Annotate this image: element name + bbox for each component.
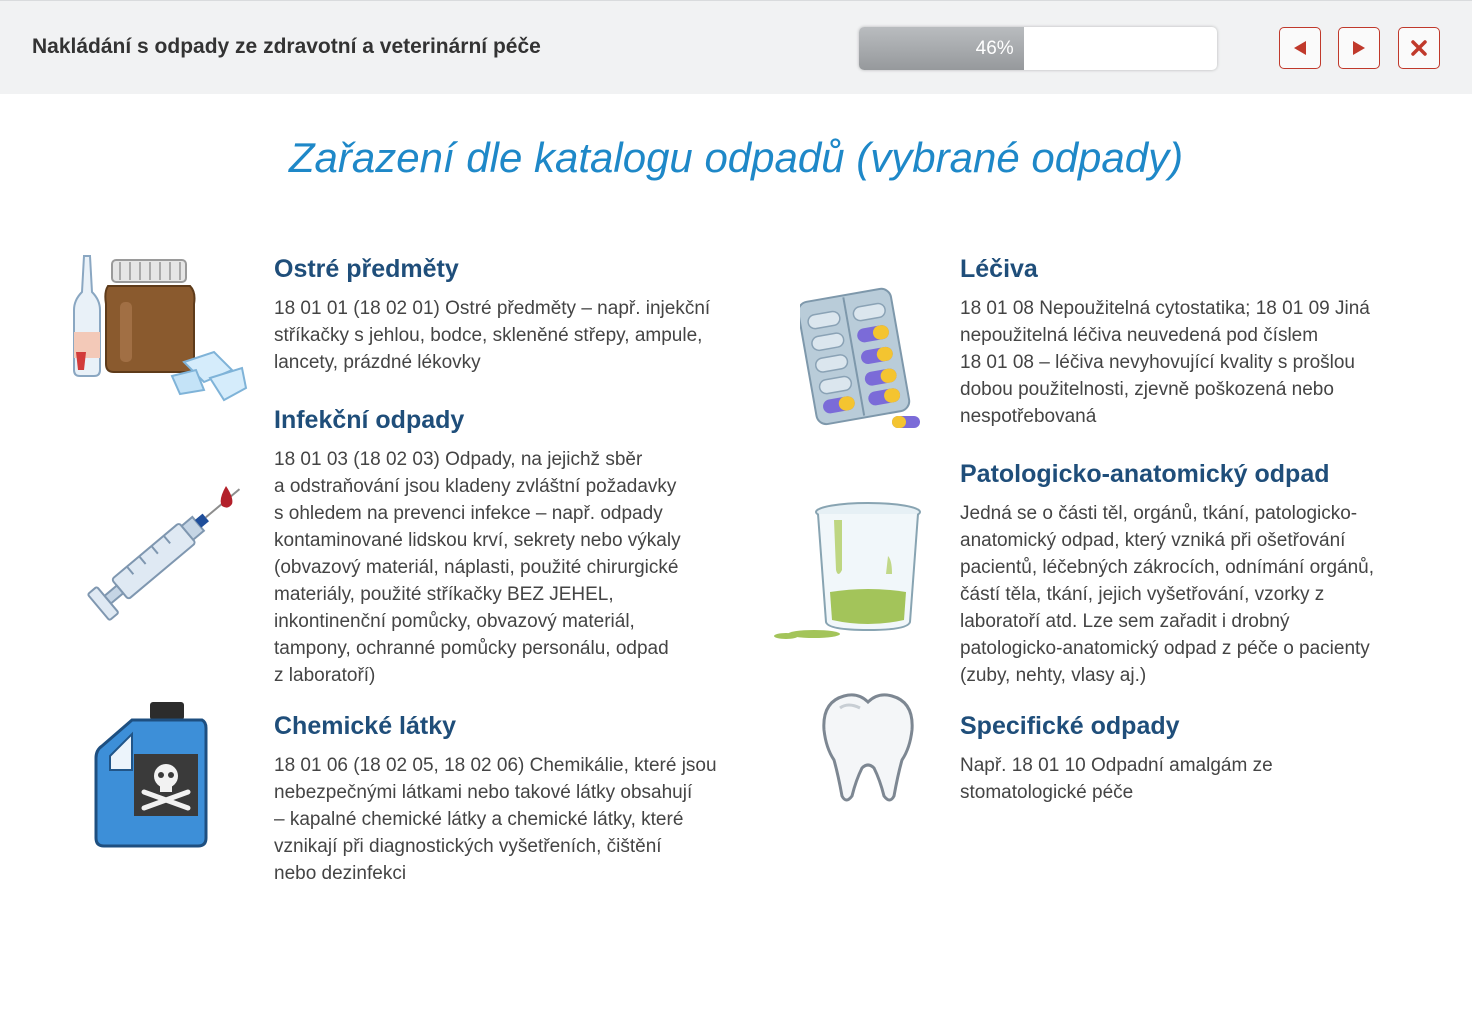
specimen-jar-icon — [770, 500, 926, 650]
section-heading: Ostré předměty — [274, 255, 459, 283]
close-button[interactable] — [1398, 27, 1440, 69]
section-chemicals — [274, 712, 734, 887]
chemical-canister-icon — [92, 700, 210, 850]
next-button[interactable] — [1338, 27, 1380, 69]
tooth-icon — [818, 690, 918, 806]
page-title: Zařazení dle katalogu odpadů (vybrané odpady) — [288, 134, 1184, 181]
section-text: Např. 18 01 10 Odpadní amalgám ze stomatologické péče — [960, 755, 1273, 803]
section-text: 18 01 01 (18 02 01) Ostré předměty – např. injekční stříkačky s jehlou, bodce, skleněné střepy, ampule, lancety, prázdné lékovky — [274, 298, 711, 373]
section-pharmaceuticals — [960, 255, 1430, 430]
progress-bar — [859, 27, 1217, 70]
section-text: 18 01 06 (18 02 05, 18 02 06) Chemikálie, které jsou nebezpečnými látkami nebo takové látky obsahují – kapalné chemické látky a chemické látky, které vznikají při diagnostických vyšetřeních, čištění nebo dezinfekci — [274, 755, 717, 884]
section-pathological — [960, 460, 1430, 689]
section-sharps — [274, 255, 734, 376]
pills-icon — [800, 286, 924, 432]
section-heading: Patologicko-anatomický odpad — [960, 460, 1330, 488]
progress-label: 46% — [975, 38, 1014, 59]
previous-button[interactable] — [1279, 27, 1321, 69]
section-specific — [960, 712, 1430, 806]
section-heading: Infekční odpady — [274, 406, 465, 434]
close-icon — [1410, 39, 1428, 57]
triangle-left-icon — [1291, 39, 1309, 57]
section-heading: Léčiva — [960, 255, 1038, 283]
sharps-icon — [64, 252, 250, 404]
section-text: Jedná se o části těl, orgánů, tkání, patologicko- anatomický odpad, který vzniká při ošetřování pacientů, léčebných zákrocích, odnímání orgánů, částí těla, tkání, jejich vyšetřování, vzorky z laboratoří atd. Lze sem zařadit i drobný patologicko-anatomický odpad z péče o pacienty (zuby, nehty, vlasy aj.) — [960, 503, 1375, 686]
section-heading: Specifické odpady — [960, 712, 1180, 740]
progress-fill — [859, 27, 1024, 70]
top-bar — [0, 0, 1472, 94]
syringe-icon — [86, 478, 240, 626]
triangle-right-icon — [1350, 39, 1368, 57]
course-title: Nakládání s odpady ze zdravotní a veterinární péče — [32, 35, 541, 58]
section-infectious — [274, 406, 734, 689]
section-heading: Chemické látky — [274, 712, 457, 740]
section-text: 18 01 08 Nepoužitelná cytostatika; 18 01 09 Jiná nepoužitelná léčiva neuvedená pod číslem 18 01 08 – léčiva nevyhovující kvality s prošlou dobou použitelnosti, zjevně poškozená nebo nespotřebovaná — [960, 298, 1370, 427]
section-text: 18 01 03 (18 02 03) Odpady, na jejichž sběr a odstraňování jsou kladeny zvláštní požadavky s ohledem na prevenci infekce – např. odpady kontaminované lidskou krví, sekrety nebo výkaly (obvazový materiál, náplasti, použité chirurgické materiály, použité stříkačky BEZ JEHEL, inkontinenční pomůcky, obvazový materiál, tampony, ochranné pomůcky personálu, odpad z laboratoří) — [274, 449, 681, 686]
